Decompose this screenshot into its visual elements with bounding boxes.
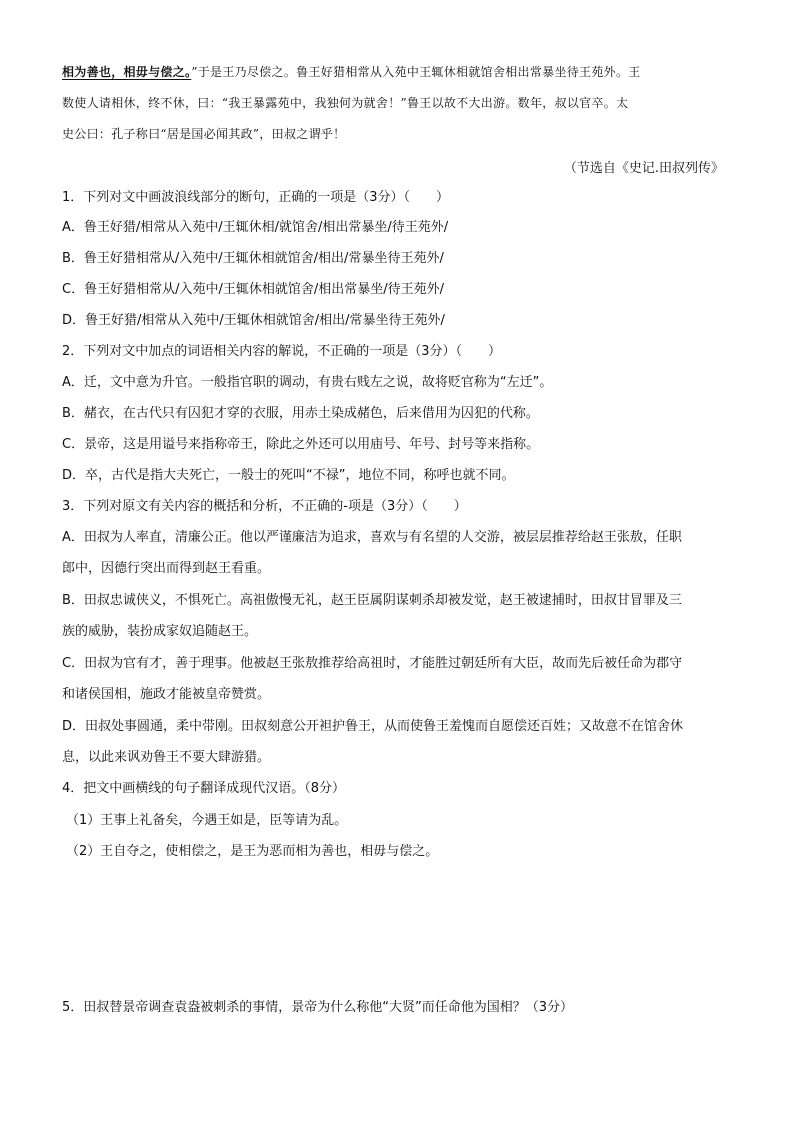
question-4-sub-2: （2）王自夺之，使相偿之，是王为恶而相为善也，相毋与偿之。	[66, 844, 439, 859]
passage-source: （节选自《史记.田叔列传》	[563, 161, 724, 176]
question-3-option-a-line-1: A．田叔为人率直，清廉公正。他以严谨廉洁为追求，喜欢与有名望的人交游，被层层推荐给赵王张敖，任职	[62, 530, 682, 545]
question-2-option-c: C．景帝，这是用谥号来指称帝王，除此之外还可以用庙号、年号、封号等来指称。	[62, 437, 540, 452]
question-1-option-a: A．鲁王好猎/相常从入苑中/王辄休相/就馆舍/相出常暴坐/待王苑外/	[62, 220, 449, 235]
question-1-option-c: C．鲁王好猎相常从/入苑中/王辄休相就馆舍/相出常暴坐/待王苑外/	[62, 282, 444, 297]
passage-line-1-rest: ”于是王乃尽偿之。鲁王好猎相常从入苑中王辄休相就馆舍相出常暴坐待王苑外。王	[191, 65, 641, 79]
question-3-option-b-line-1: B．田叔忠诚侠义，不惧死亡。高祖傲慢无礼，赵王臣属阴谋刺杀却被发觉，赵王被逮捕时，田叔甘冒罪及三	[62, 593, 682, 608]
passage-line-3: 史公曰：孔子称曰“居是国必闻其政”，田叔之谓乎！	[62, 127, 346, 141]
question-3-option-c-line-2: 和诸侯国相，施政才能被皇帝赞赏。	[62, 687, 271, 702]
question-3-option-b-line-2: 族的威胁，装扮成家奴追随赵王。	[62, 624, 258, 639]
passage-line-1	[62, 57, 734, 88]
question-1-stem: 1．下列对文中画波浪线部分的断句，正确的一项是（3分）（ ）	[62, 190, 450, 205]
passage-text	[62, 57, 734, 150]
question-3-option-c-line-1: C．田叔为官有才，善于理事。他被赵王张敖推荐给高祖时，才能胜过朝廷所有大臣，故而先后被任命为郡守	[62, 656, 683, 671]
question-2-stem: 2．下列对文中加点的词语相关内容的解说，不正确的一项是（3分）（ ）	[62, 344, 502, 359]
question-2-option-b: B．赭衣，在古代只有囚犯才穿的衣服，用赤土染成赭色，后来借用为囚犯的代称。	[62, 406, 539, 421]
question-3-stem: 3．下列对原文有关内容的概括和分析，不正确的-项是（3分）（ ）	[62, 499, 467, 514]
question-3-option-d-line-2: 息，以此来讽劝鲁王不要大肆游猎。	[62, 750, 271, 765]
question-3-option-d-line-1: D．田叔处事圆通，柔中带刚。田叔刻意公开袒护鲁王，从而使鲁王羞愧而自愿偿还百姓；又故意不在馆舍休	[62, 719, 684, 734]
question-5-stem: 5．田叔替景帝调查袁盎被刺杀的事情，景帝为什么称他“大贤”而任命他为国相？（3分）	[62, 1000, 574, 1015]
question-1-option-d: D．鲁王好猎/相常从入苑中/王辄休相就馆舍/相出/常暴坐待王苑外/	[62, 313, 445, 328]
question-2-option-d: D．卒，古代是指大夫死亡，一般士的死叫“不禄”，地位不同，称呼也就不同。	[62, 468, 515, 483]
question-4-sub-1: （1）王事上礼备矣，今遇王如是，臣等请为乱。	[66, 813, 348, 828]
question-2-option-a: A．迁，文中意为升官。一般指官职的调动，有贵右贱左之说，故将贬官称为“左迁”。	[62, 375, 553, 390]
question-3-option-a-line-2: 郎中，因德行突出而得到赵王看重。	[62, 561, 271, 576]
question-1-option-b: B．鲁王好猎相常从/入苑中/王辄休相就馆舍/相出/常暴坐待王苑外/	[62, 251, 444, 266]
underlined-sentence: 相为善也，相毋与偿之。	[62, 65, 192, 79]
passage-line-2: 数使人请相休，终不休，曰：“我王暴露苑中，我独何为就舍！”鲁王以故不大出游。数年，叔以官卒。太	[62, 96, 629, 110]
question-4-stem: 4．把文中画横线的句子翻译成现代汉语。（8分）	[62, 781, 346, 796]
